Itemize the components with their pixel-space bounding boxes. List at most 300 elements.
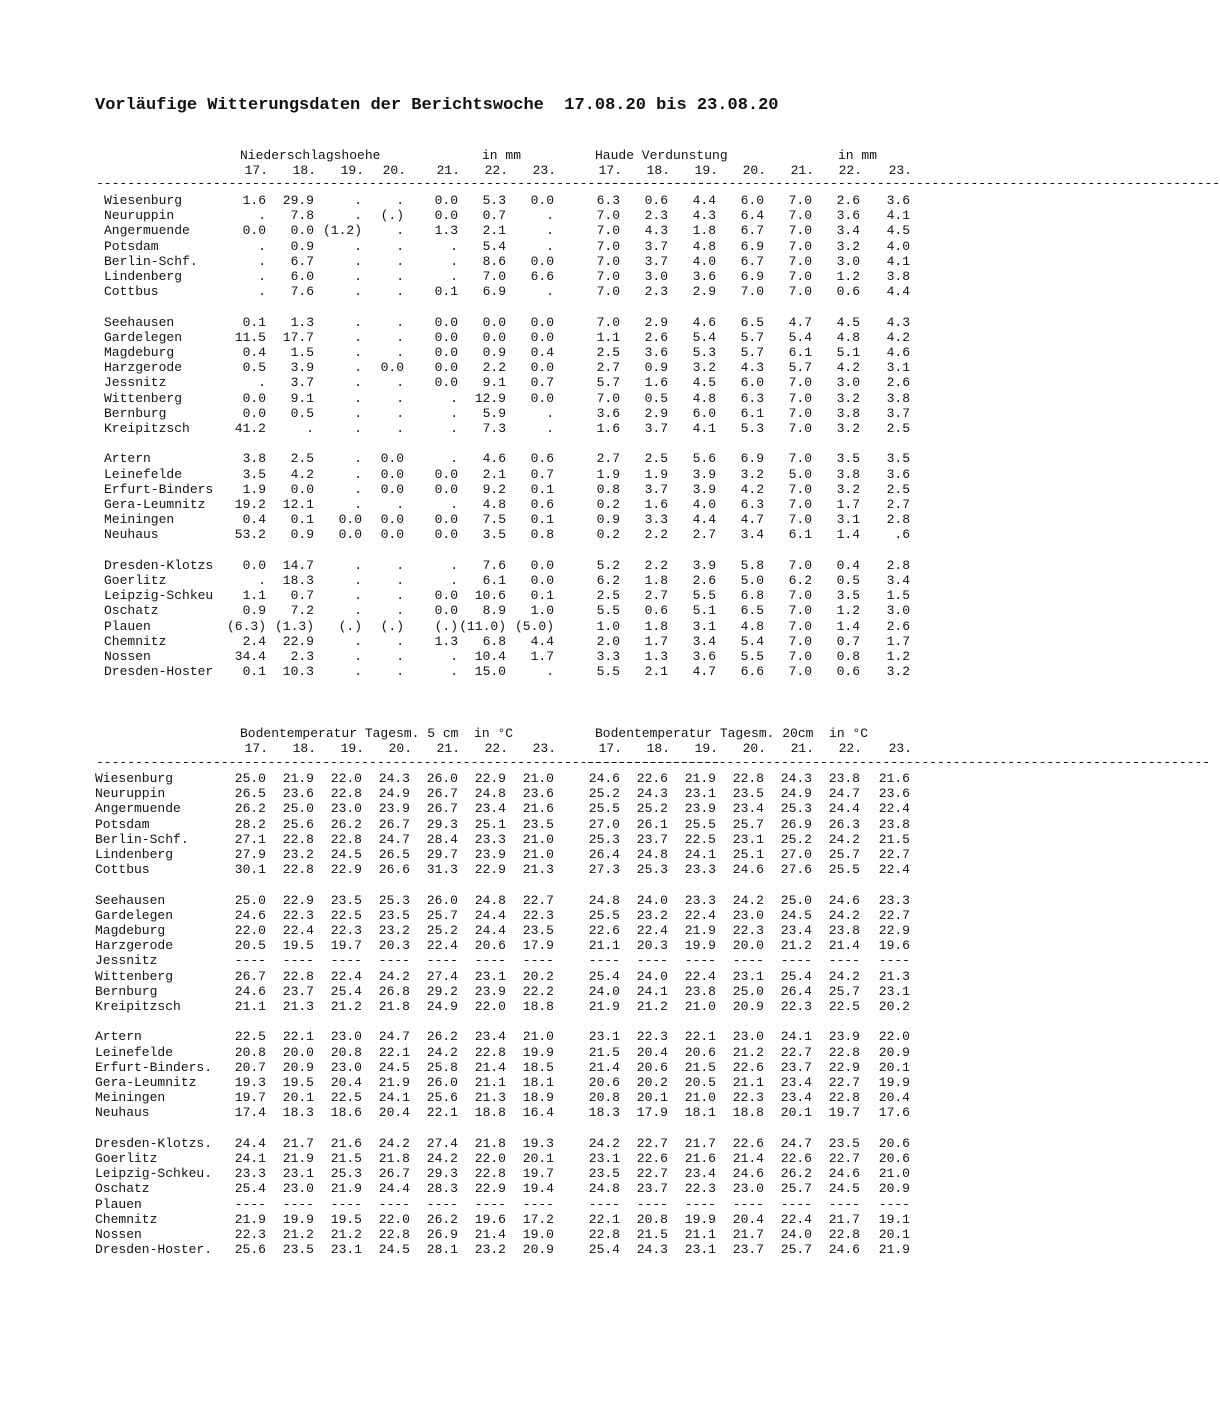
right-value: 23.1 — [878, 983, 910, 999]
left-value: 19.0 — [522, 1227, 554, 1242]
right-value: 4.1 — [886, 208, 910, 224]
station-name: Gardelegen — [104, 329, 183, 345]
right-value: 4.7 — [692, 664, 716, 680]
right-value: 7.0 — [788, 664, 812, 680]
left-value: 0.0 — [338, 527, 362, 543]
left-value: . — [354, 497, 362, 512]
left-value: 30.1 — [234, 862, 266, 878]
left-value: 23.2 — [282, 847, 314, 862]
left-value: . — [354, 466, 362, 482]
right-value: 23.1 — [732, 968, 764, 984]
left-value: 0.0 — [434, 329, 458, 345]
station-name: Leinefelde — [104, 466, 183, 482]
left-value: 23.2 — [378, 923, 410, 938]
right-value: 24.8 — [588, 1181, 620, 1197]
left-value: . — [546, 238, 554, 254]
left-value: 0.0 — [434, 208, 458, 224]
right-value: 22.1 — [588, 1211, 620, 1227]
left-value: 0.1 — [530, 481, 554, 497]
right-value: 4.4 — [886, 284, 910, 300]
left-value: . — [354, 633, 362, 649]
left-value: 9.1 — [290, 390, 314, 406]
left-value: 8.6 — [482, 253, 506, 269]
left-value: 22.8 — [282, 831, 314, 847]
left-value: 21.8 — [378, 999, 410, 1014]
right-value: 7.0 — [788, 557, 812, 573]
day-header-left: 19. — [340, 163, 364, 178]
left-value: 22.9 — [474, 1181, 506, 1197]
right-value: 7.0 — [788, 253, 812, 269]
left-value: . — [450, 497, 458, 512]
left-value: 29.9 — [282, 193, 314, 208]
right-value: 0.8 — [596, 481, 620, 497]
station-name: Neuhaus — [104, 527, 159, 543]
left-value: 22.2 — [522, 983, 554, 999]
right-value: 3.0 — [836, 253, 860, 269]
day-header-right: 22. — [838, 741, 862, 756]
right-value: 18.3 — [588, 1105, 620, 1121]
left-value: (.) — [380, 208, 404, 224]
left-value: (1.2) — [322, 223, 362, 239]
right-value: 24.4 — [828, 801, 860, 817]
left-value: 19.2 — [234, 497, 266, 512]
left-value: . — [396, 603, 404, 619]
left-value: 21.9 — [330, 1181, 362, 1197]
right-value: 25.2 — [780, 831, 812, 847]
left-value: 7.8 — [290, 208, 314, 224]
left-value: 0.0 — [482, 314, 506, 330]
left-value: 26.2 — [234, 801, 266, 817]
right-value: 23.5 — [588, 1166, 620, 1182]
left-value: 6.7 — [290, 253, 314, 269]
left-value: 0.0 — [434, 345, 458, 360]
right-value: 24.6 — [732, 862, 764, 878]
right-value: 3.4 — [740, 527, 764, 543]
left-value: 0.1 — [530, 588, 554, 604]
right-value: 21.9 — [684, 771, 716, 786]
right-value: 24.6 — [828, 1166, 860, 1182]
station-name: Leipzig-Schkeu — [104, 588, 214, 604]
left-value: 0.7 — [530, 375, 554, 391]
right-value: 3.0 — [886, 603, 910, 619]
right-value: ---- — [636, 953, 668, 969]
right-value: 19.1 — [878, 1211, 910, 1227]
right-value: 23.8 — [828, 923, 860, 938]
right-value: 1.2 — [886, 649, 910, 664]
right-value: 2.9 — [644, 405, 668, 421]
left-value: 24.5 — [378, 1059, 410, 1075]
right-value: 0.9 — [644, 360, 668, 376]
left-value: 26.5 — [234, 786, 266, 802]
left-value: 19.7 — [234, 1090, 266, 1106]
station-name: Neuruppin — [95, 786, 166, 802]
left-value: 0.5 — [242, 360, 266, 376]
day-header-left: 17. — [244, 163, 268, 178]
right-value: 23.1 — [588, 1151, 620, 1166]
left-value: 20.7 — [234, 1059, 266, 1075]
left-value: 19.3 — [234, 1075, 266, 1090]
left-value: 22.9 — [474, 771, 506, 786]
right-value: 20.8 — [636, 1211, 668, 1227]
right-value: 19.9 — [684, 938, 716, 954]
right-value: 25.7 — [780, 1181, 812, 1197]
left-value: 26.0 — [426, 771, 458, 786]
left-value: 25.6 — [282, 816, 314, 832]
left-value: . — [354, 451, 362, 467]
right-value: 4.1 — [886, 253, 910, 269]
right-value: 4.2 — [886, 329, 910, 345]
left-value: 24.7 — [378, 831, 410, 847]
right-value: 7.0 — [788, 633, 812, 649]
right-value: 7.0 — [788, 512, 812, 528]
left-value: 2.3 — [290, 649, 314, 664]
right-value: 1.7 — [836, 497, 860, 512]
right-value: 7.0 — [596, 238, 620, 254]
right-value: 3.0 — [836, 375, 860, 391]
station-name: Berlin-Schf. — [95, 831, 189, 847]
right-value: 24.6 — [732, 1166, 764, 1182]
left-value: 17.2 — [522, 1211, 554, 1227]
right-value: 26.2 — [780, 1166, 812, 1182]
right-value: 27.0 — [588, 816, 620, 832]
left-value: 23.1 — [282, 1166, 314, 1182]
right-value: 20.1 — [636, 1090, 668, 1106]
right-value: 3.1 — [836, 512, 860, 528]
right-value: 7.0 — [788, 405, 812, 421]
station-name: Dresden-Klotzs — [104, 557, 214, 573]
right-value: 7.0 — [788, 618, 812, 634]
right-value: 6.1 — [740, 405, 764, 421]
right-value: 22.0 — [878, 1029, 910, 1045]
right-value: 2.6 — [836, 193, 860, 208]
left-value: 21.3 — [282, 999, 314, 1014]
left-value: 23.6 — [282, 786, 314, 802]
right-value: 22.4 — [780, 1211, 812, 1227]
left-value: 0.0 — [380, 481, 404, 497]
right-value: 4.0 — [886, 238, 910, 254]
right-value: 20.8 — [588, 1090, 620, 1106]
left-value: 26.2 — [426, 1029, 458, 1045]
right-value: 0.2 — [596, 497, 620, 512]
right-value: 22.9 — [878, 923, 910, 938]
right-value: 3.6 — [692, 269, 716, 284]
left-value: 7.2 — [290, 603, 314, 619]
right-value: 25.5 — [588, 801, 620, 817]
station-name: Seehausen — [104, 314, 175, 330]
right-value: 7.0 — [788, 497, 812, 512]
station-name: Leinefelde — [95, 1044, 174, 1060]
right-value: 5.4 — [692, 329, 716, 345]
left-value: ---- — [282, 953, 314, 969]
left-value: 24.1 — [234, 1151, 266, 1166]
right-value: 7.0 — [788, 223, 812, 239]
right-value: 22.1 — [684, 1029, 716, 1045]
left-value: 26.6 — [378, 862, 410, 878]
divider-rule-right: -------------------------------------------------------------------------------- — [596, 176, 1220, 191]
left-value: 0.0 — [434, 527, 458, 543]
left-value: 17.9 — [522, 938, 554, 954]
right-value: 24.9 — [780, 786, 812, 802]
right-value: 0.6 — [644, 193, 668, 208]
left-value: 27.9 — [234, 847, 266, 862]
right-value: 7.0 — [788, 451, 812, 467]
left-value: 3.8 — [242, 451, 266, 467]
right-value: 6.0 — [740, 375, 764, 391]
right-value: 2.5 — [886, 481, 910, 497]
right-value: 2.1 — [644, 664, 668, 680]
left-value: 26.5 — [378, 847, 410, 862]
left-value: 1.1 — [242, 588, 266, 604]
right-value: 5.5 — [596, 603, 620, 619]
left-value: 19.9 — [282, 1211, 314, 1227]
left-value: 0.0 — [242, 557, 266, 573]
station-name: Neuhaus — [95, 1105, 150, 1121]
left-value: 23.5 — [522, 816, 554, 832]
left-value: 19.5 — [282, 938, 314, 954]
right-value: 1.4 — [836, 527, 860, 543]
left-value: 0.0 — [530, 557, 554, 573]
left-value: 23.0 — [282, 1181, 314, 1197]
right-value: 1.3 — [644, 649, 668, 664]
right-value: 19.9 — [878, 1075, 910, 1090]
left-value: 27.4 — [426, 968, 458, 984]
right-value: 25.5 — [684, 816, 716, 832]
left-value: 23.4 — [474, 801, 506, 817]
left-value: . — [546, 405, 554, 421]
left-value: 1.9 — [242, 481, 266, 497]
left-value: 6.0 — [290, 269, 314, 284]
right-value: 18.1 — [684, 1105, 716, 1121]
right-value: 3.2 — [836, 238, 860, 254]
left-value: ---- — [234, 1196, 266, 1212]
right-value: 21.5 — [684, 1059, 716, 1075]
left-value: . — [396, 573, 404, 588]
left-value: 0.4 — [242, 345, 266, 360]
right-value: 23.0 — [732, 907, 764, 923]
right-value: 23.4 — [684, 1166, 716, 1182]
left-value: ---- — [330, 953, 362, 969]
right-value: 25.2 — [588, 786, 620, 802]
right-value: 7.0 — [788, 375, 812, 391]
right-value: 22.8 — [828, 1227, 860, 1242]
right-value: 24.3 — [780, 771, 812, 786]
right-block-unit: in mm — [838, 148, 878, 163]
left-value: 0.0 — [338, 512, 362, 528]
left-value: 22.9 — [282, 892, 314, 908]
right-value: 22.8 — [828, 1090, 860, 1106]
right-value: 24.2 — [828, 831, 860, 847]
left-value: 23.1 — [330, 1242, 362, 1258]
right-value: 6.2 — [596, 573, 620, 588]
station-name: Chemnitz — [95, 1211, 158, 1227]
right-value: 4.8 — [692, 238, 716, 254]
right-value: 20.4 — [732, 1211, 764, 1227]
left-value: 25.6 — [426, 1090, 458, 1106]
left-value: . — [450, 390, 458, 406]
left-value: 21.7 — [282, 1135, 314, 1151]
left-value: 22.4 — [330, 968, 362, 984]
right-value: 23.1 — [684, 1242, 716, 1258]
right-value: 4.3 — [886, 314, 910, 330]
left-value: 21.8 — [474, 1135, 506, 1151]
left-value: . — [396, 193, 404, 208]
right-value: 23.3 — [878, 892, 910, 908]
right-value: 3.4 — [886, 573, 910, 588]
left-value: 0.0 — [380, 512, 404, 528]
right-value: 7.0 — [596, 284, 620, 300]
left-value: ---- — [474, 953, 506, 969]
right-value: 26.9 — [780, 816, 812, 832]
left-value: 23.5 — [330, 892, 362, 908]
right-value: 3.2 — [836, 390, 860, 406]
station-name: Plauen — [95, 1196, 142, 1212]
right-value: 27.3 — [588, 862, 620, 878]
right-value: 26.1 — [636, 816, 668, 832]
left-value: 1.3 — [434, 223, 458, 239]
right-value: 23.8 — [828, 771, 860, 786]
left-value: 22.5 — [234, 1029, 266, 1045]
station-name: Dresden-Hoster. — [95, 1242, 213, 1258]
right-value: 4.0 — [692, 253, 716, 269]
left-value: (6.3) — [226, 618, 266, 634]
right-value: 1.9 — [596, 466, 620, 482]
left-value: 23.4 — [474, 1029, 506, 1045]
day-header-left: 17. — [244, 741, 268, 756]
left-value: ---- — [522, 1196, 554, 1212]
station-name: Harzgerode — [95, 938, 174, 954]
left-value: . — [354, 253, 362, 269]
left-value: . — [450, 557, 458, 573]
left-value: 22.8 — [330, 831, 362, 847]
right-value: 22.8 — [828, 1044, 860, 1060]
left-value: . — [396, 664, 404, 680]
right-value: 7.0 — [788, 269, 812, 284]
left-value: ---- — [378, 1196, 410, 1212]
right-value: ---- — [780, 1196, 812, 1212]
left-value: 4.6 — [482, 451, 506, 467]
right-value: 1.6 — [644, 375, 668, 391]
left-value: ---- — [330, 1196, 362, 1212]
left-value: 20.4 — [330, 1075, 362, 1090]
right-value: 23.4 — [780, 1075, 812, 1090]
left-value: 22.1 — [282, 1029, 314, 1045]
right-value: 7.0 — [596, 314, 620, 330]
left-value: . — [450, 664, 458, 680]
left-value: 22.3 — [330, 923, 362, 938]
right-value: 3.5 — [886, 451, 910, 467]
right-value: 6.3 — [740, 390, 764, 406]
station-name: Nossen — [104, 649, 151, 664]
right-value: 20.4 — [636, 1044, 668, 1060]
right-value: 3.5 — [836, 451, 860, 467]
left-value: . — [258, 208, 266, 224]
right-value: 2.5 — [596, 588, 620, 604]
left-value: . — [354, 664, 362, 680]
left-value: 24.5 — [330, 847, 362, 862]
left-value: 24.5 — [378, 1242, 410, 1258]
left-value: 18.3 — [282, 1105, 314, 1121]
right-value: 21.4 — [732, 1151, 764, 1166]
left-block-header: Niederschlagshoehe — [240, 148, 381, 163]
station-name: Seehausen — [95, 892, 166, 908]
left-value: 24.4 — [234, 1135, 266, 1151]
left-value: (.) — [434, 618, 458, 634]
right-value: 4.7 — [740, 512, 764, 528]
right-value: 18.8 — [732, 1105, 764, 1121]
left-value: 26.7 — [378, 1166, 410, 1182]
right-value: 21.4 — [828, 938, 860, 954]
right-value: 3.9 — [692, 481, 716, 497]
right-value: 3.4 — [692, 633, 716, 649]
left-value: . — [306, 421, 314, 436]
station-name: Gera-Leumnitz — [104, 497, 206, 512]
right-value: 3.8 — [886, 390, 910, 406]
left-value: . — [354, 603, 362, 619]
right-value: 22.7 — [828, 1075, 860, 1090]
left-value: 0.0 — [290, 223, 314, 239]
left-value: 29.3 — [426, 816, 458, 832]
station-name: Gera-Leumnitz — [95, 1075, 197, 1090]
left-value: 0.0 — [380, 466, 404, 482]
left-value: 20.8 — [330, 1044, 362, 1060]
right-value: 1.2 — [836, 603, 860, 619]
right-value: 7.0 — [596, 223, 620, 239]
right-value: 2.6 — [886, 375, 910, 391]
right-value: 5.0 — [740, 573, 764, 588]
right-value: 21.7 — [732, 1227, 764, 1242]
right-value: 2.5 — [886, 421, 910, 436]
right-value: 4.6 — [886, 345, 910, 360]
left-value: 25.6 — [234, 1242, 266, 1258]
left-value: 18.6 — [330, 1105, 362, 1121]
right-value: 17.9 — [636, 1105, 668, 1121]
left-value: (5.0) — [514, 618, 554, 634]
left-value: 21.2 — [330, 999, 362, 1014]
station-name: Artern — [104, 451, 151, 467]
right-value: 23.3 — [684, 892, 716, 908]
left-value: 28.4 — [426, 831, 458, 847]
left-value: 25.0 — [234, 771, 266, 786]
station-name: Dresden-Hoster — [104, 664, 214, 680]
right-value: 3.5 — [836, 588, 860, 604]
right-value: 6.6 — [740, 664, 764, 680]
left-value: 17.7 — [282, 329, 314, 345]
left-value: . — [546, 208, 554, 224]
right-value: 25.0 — [780, 892, 812, 908]
left-value: 0.0 — [434, 512, 458, 528]
left-value: . — [450, 269, 458, 284]
station-name: Magdeburg — [104, 345, 175, 360]
right-value: 24.2 — [588, 1135, 620, 1151]
left-value: . — [396, 253, 404, 269]
left-value: 0.1 — [530, 512, 554, 528]
station-name: Nossen — [95, 1227, 142, 1242]
right-value: 2.9 — [692, 284, 716, 300]
left-value: 19.7 — [330, 938, 362, 954]
right-value: 21.9 — [878, 1242, 910, 1258]
left-value: 53.2 — [234, 527, 266, 543]
left-value: 4.4 — [530, 633, 554, 649]
station-name: Potsdam — [104, 238, 159, 254]
right-value: 7.0 — [788, 390, 812, 406]
right-value: 26.3 — [828, 816, 860, 832]
right-value: 6.9 — [740, 269, 764, 284]
right-value: 21.5 — [878, 831, 910, 847]
right-value: 25.4 — [780, 968, 812, 984]
station-name: Dresden-Klotzs. — [95, 1135, 213, 1151]
left-value: 4.2 — [290, 466, 314, 482]
right-value: 2.7 — [644, 588, 668, 604]
